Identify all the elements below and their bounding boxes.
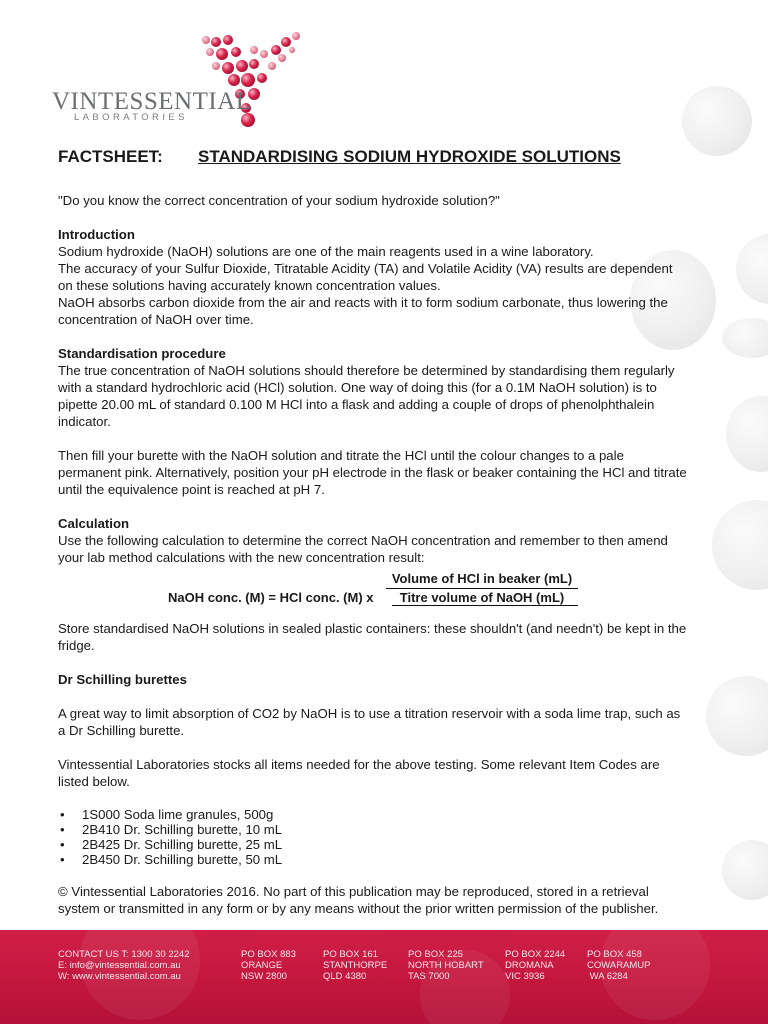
- naoh-formula: [58, 569, 690, 605]
- intro-paragraph: Sodium hydroxide (NaOH) solutions are one of the main reagents used in a wine laboratory.: [58, 244, 594, 259]
- decorative-bubble: [712, 500, 768, 590]
- office-pobox: PO BOX 161: [323, 949, 378, 960]
- footer-office-stanthorpe: [323, 949, 387, 982]
- formula-lhs: NaOH conc. (M) = HCl conc. (M) x: [168, 590, 374, 605]
- intro-heading: Introduction: [58, 227, 135, 242]
- footer-office-cowaramup: [587, 949, 651, 982]
- formula-underline: [392, 605, 578, 606]
- burettes-paragraph: A great way to limit absorption of CO2 by NaOH is to use a titration reservoir with a soda lime trap, such as a Dr Schilling burette.: [58, 706, 681, 738]
- office-pobox: PO BOX 458: [587, 949, 642, 960]
- calculation-paragraph: Use the following calculation to determine the correct NaOH concentration and remember to then amend your lab method calculations with the new concentration result:: [58, 533, 668, 565]
- copyright-notice: © Vintessential Laboratories 2016. No part of this publication may be reproduced, stored in a retrieval system or transmitted in any form or by any means without the prior written permission of the publisher.: [58, 884, 659, 916]
- decorative-bubble: [726, 396, 768, 472]
- storage-note: Store standardised NaOH solutions in sealed plastic containers: these shouldn't (and needn't) be kept in the fridge.: [58, 621, 687, 653]
- office-pobox: PO BOX 2244: [505, 949, 566, 960]
- intro-paragraph: NaOH absorbs carbon dioxide from the air and reacts with it to form sodium carbonate, thus lowering the concentration of NaOH over time.: [58, 295, 668, 327]
- list-item: • 2B450 Dr. Schilling burette, 50 mL: [58, 852, 690, 867]
- company-logo: [52, 28, 352, 128]
- office-postcode: NSW 2800: [241, 971, 287, 982]
- factsheet-label: FACTSHEET:: [58, 147, 163, 166]
- page-title: [58, 147, 621, 167]
- footer-contact: [58, 949, 189, 982]
- logo-wordmark: VINTESSENTIAL: [52, 88, 252, 115]
- decorative-bubble: [722, 318, 768, 358]
- list-item: • 2B410 Dr. Schilling burette, 10 mL: [58, 822, 690, 837]
- list-item: • 1S000 Soda lime granules, 500g: [58, 807, 690, 822]
- office-town: ORANGE: [241, 960, 283, 971]
- formula-numerator: Volume of HCl in beaker (mL): [386, 570, 578, 589]
- footer-website-link[interactable]: W: www.vintessential.com.au: [58, 971, 181, 982]
- footer-office-north-hobart: [408, 949, 484, 982]
- burettes-heading: Dr Schilling burettes: [58, 672, 187, 687]
- footer-office-orange: [241, 949, 296, 982]
- office-town: DROMANA: [505, 960, 554, 971]
- office-postcode: QLD 4380: [323, 971, 367, 982]
- decorative-bubble: [682, 86, 752, 156]
- procedure-paragraph: Then fill your burette with the NaOH solution and titrate the HCl until the colour changes to a pale permanent pink. Alternatively, position your pH electrode in the flask or beaker containing the HCl and titrate until the equivalence point is reached at pH 7.: [58, 448, 687, 497]
- office-postcode: WA 6284: [587, 971, 628, 982]
- office-postcode: VIC 3936: [505, 971, 545, 982]
- office-pobox: PO BOX 225: [408, 949, 463, 960]
- burettes-paragraph: Vintessential Laboratories stocks all items needed for the above testing. Some relevant Item Codes are listed below.: [58, 757, 660, 789]
- office-town: STANTHORPE: [323, 960, 388, 971]
- decorative-bubble: [722, 840, 768, 900]
- procedure-paragraph: The true concentration of NaOH solutions should therefore be determined by standardising them regularly with a standard hydrochloric acid (HCl) solution. One way of doing this (for a 0.1M NaOH solution) is to pipette 20.00 mL of standard 0.100 M HCl into a flask and adding a couple of drops of phenolphthalein indicator.: [58, 363, 675, 429]
- contact-footer: [0, 930, 768, 1024]
- decorative-bubble: [706, 676, 768, 756]
- footer-phone: CONTACT US T: 1300 30 2242: [58, 949, 190, 960]
- intro-paragraph: The accuracy of your Sulfur Dioxide, Titratable Acidity (TA) and Volatile Acidity (VA) results are dependent on these solutions having accurately known concentration values.: [58, 261, 673, 293]
- office-town: NORTH HOBART: [408, 960, 484, 971]
- decorative-bubble: [736, 234, 768, 304]
- logo-subtitle: LABORATORIES: [74, 112, 188, 123]
- list-item: • 2B425 Dr. Schilling burette, 25 mL: [58, 837, 690, 852]
- office-pobox: PO BOX 883: [241, 949, 296, 960]
- procedure-heading: Standardisation procedure: [58, 346, 226, 361]
- office-town: COWARAMUP: [587, 960, 651, 971]
- footer-office-dromana: [505, 949, 565, 982]
- calculation-heading: Calculation: [58, 516, 130, 531]
- formula-denominator: Titre volume of NaOH (mL): [399, 590, 565, 605]
- office-postcode: TAS 7000: [408, 971, 450, 982]
- item-code-list: [58, 807, 690, 867]
- intro-quote: "Do you know the correct concentration of your sodium hydroxide solution?": [58, 193, 500, 208]
- document-body: [58, 192, 690, 917]
- footer-email-link[interactable]: E: info@vintessential.com.au: [58, 960, 181, 971]
- factsheet-heading: STANDARDISING SODIUM HYDROXIDE SOLUTIONS: [198, 147, 621, 166]
